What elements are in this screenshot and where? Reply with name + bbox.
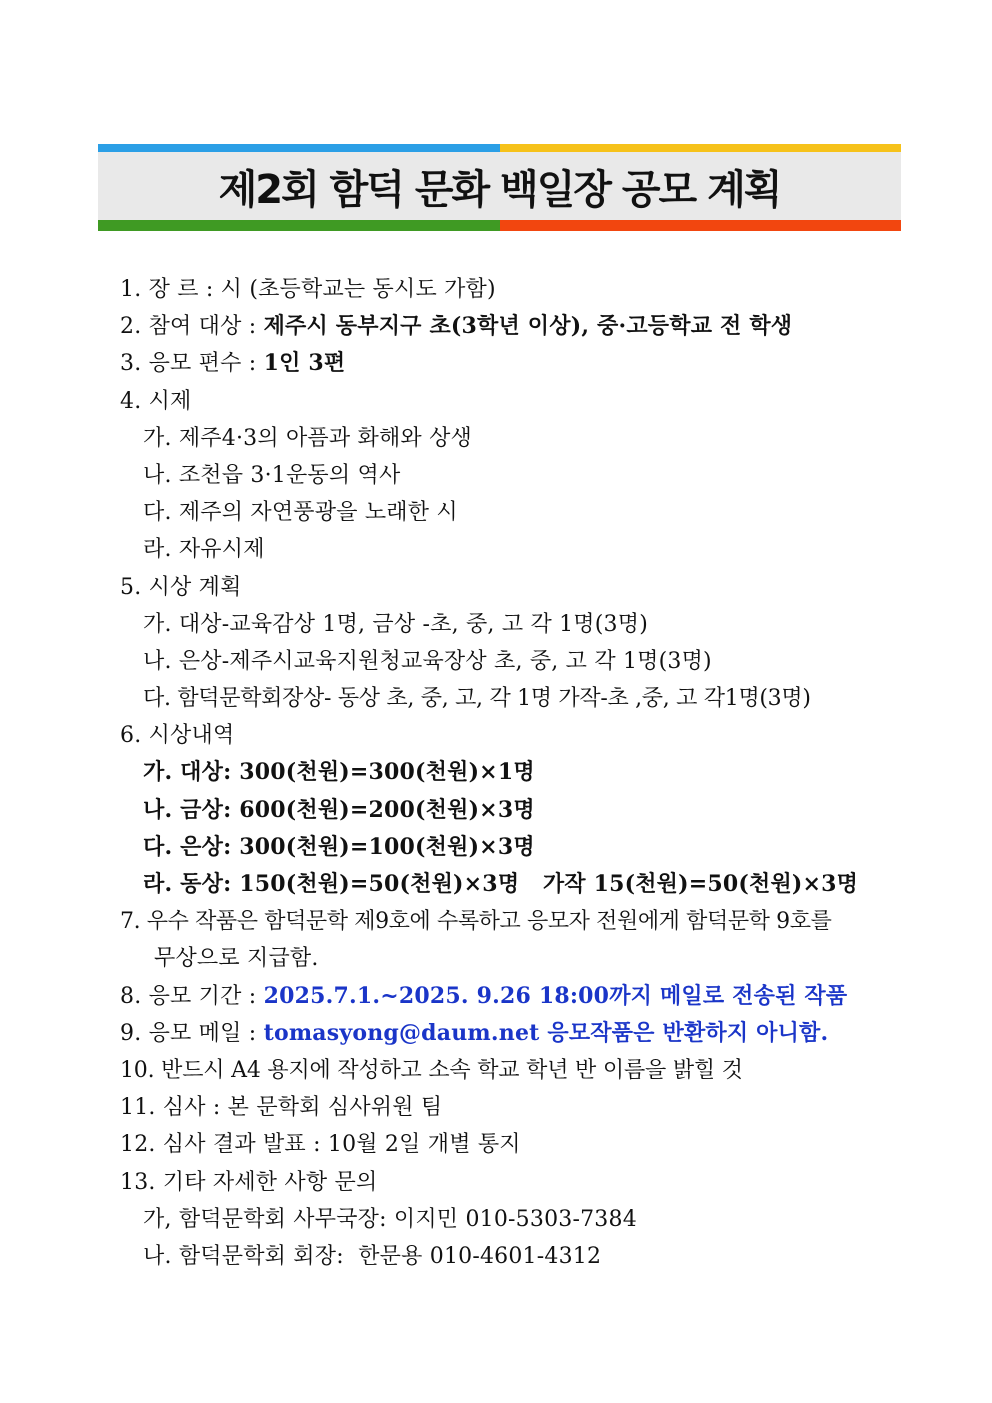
contact-heading: 13. 기타 자세한 사항 문의 <box>120 1169 378 1195</box>
award-detail-item: 나. 금상: 600(천원)=200(천원)×3명 <box>143 796 535 823</box>
award-detail-heading: 6. 시상내역 <box>120 723 235 749</box>
page-title: 제2회 함덕 문화 백일장 공모 계획 <box>218 166 781 213</box>
bottom-bar-orange <box>500 220 902 231</box>
award-plan-item: 가. 대상-교육감상 1명, 금상 -초, 중, 고 각 1명(3명) <box>143 611 648 637</box>
item-count <box>120 345 910 382</box>
award-plan-item: 다. 함덕문학회장상- 동상 초, 중, 고, 각 1명 가작-초 ,중, 고 각1명(3명) <box>143 686 811 712</box>
document-body <box>120 271 910 1275</box>
item-paper: 10. 반드시 A4 용지에 작성하고 소속 학교 학년 반 이름을 밝힐 것 <box>120 1057 743 1083</box>
topic-item: 다. 제주의 자연풍광을 노래한 시 <box>143 500 458 526</box>
count-value: 1인 3편 <box>263 350 346 377</box>
award-plan-heading: 5. 시상 계획 <box>120 574 242 600</box>
item-judge: 11. 심사 : 본 문학회 심사위원 팀 <box>120 1095 443 1121</box>
item-genre: 1. 장 르 : 시 (초등학교는 동시도 가함) <box>120 277 496 302</box>
period-label: 8. 응모 기간 : <box>120 983 264 1009</box>
contact-item: 나. 함덕문학회 회장: 한문용 010-4601-4312 <box>143 1243 602 1269</box>
item-period <box>120 978 910 1015</box>
item-target <box>120 308 910 345</box>
top-bar-yellow <box>500 144 902 152</box>
award-detail-item: 다. 은상: 300(천원)=100(천원)×3명 <box>143 833 535 860</box>
award-detail-item: 라. 동상: 150(천원)=50(천원)×3명 가작 15(천원)=50(천원)×3명 <box>143 871 859 897</box>
period-value: 2025.7.1.~2025. 9.26 18:00까지 메일로 전송된 작품 <box>263 982 848 1009</box>
topic-item: 라. 자유시제 <box>143 537 265 563</box>
topic-item: 나. 조천읍 3·1운동의 역사 <box>143 462 401 488</box>
title-banner <box>98 144 901 231</box>
contact-item: 가, 함덕문학회 사무국장: 이지민 010-5303-7384 <box>143 1206 637 1232</box>
target-label: 2. 참여 대상 : <box>120 314 264 340</box>
item-result: 12. 심사 결과 발표 : 10월 2일 개별 통지 <box>120 1132 521 1158</box>
bottom-bar-green <box>98 220 500 231</box>
title-bottom-bar <box>98 220 901 231</box>
item-publish-cont: 무상으로 지급함. <box>154 946 319 972</box>
count-label: 3. 응모 편수 : <box>120 351 264 377</box>
topic-heading: 4. 시제 <box>120 388 192 414</box>
title-top-bar <box>98 144 901 152</box>
top-bar-blue <box>98 144 500 152</box>
target-value: 제주시 동부지구 초(3학년 이상), 중·고등학교 전 학생 <box>263 313 793 340</box>
item-email <box>120 1015 910 1052</box>
topic-item: 가. 제주4·3의 아픔과 화해와 상생 <box>143 425 472 451</box>
email-value: tomasyong@daum.net 응모작품은 반환하지 아니함. <box>263 1019 829 1046</box>
award-detail-item: 가. 대상: 300(천원)=300(천원)×1명 <box>143 759 535 786</box>
award-plan-item: 나. 은상-제주시교육지원청교육장상 초, 중, 고 각 1명(3명) <box>143 648 712 674</box>
item-publish: 7. 우수 작품은 함덕문학 제9호에 수록하고 응모자 전원에게 함덕문학 9호를 <box>120 909 832 935</box>
email-label: 9. 응모 메일 : <box>120 1020 264 1046</box>
